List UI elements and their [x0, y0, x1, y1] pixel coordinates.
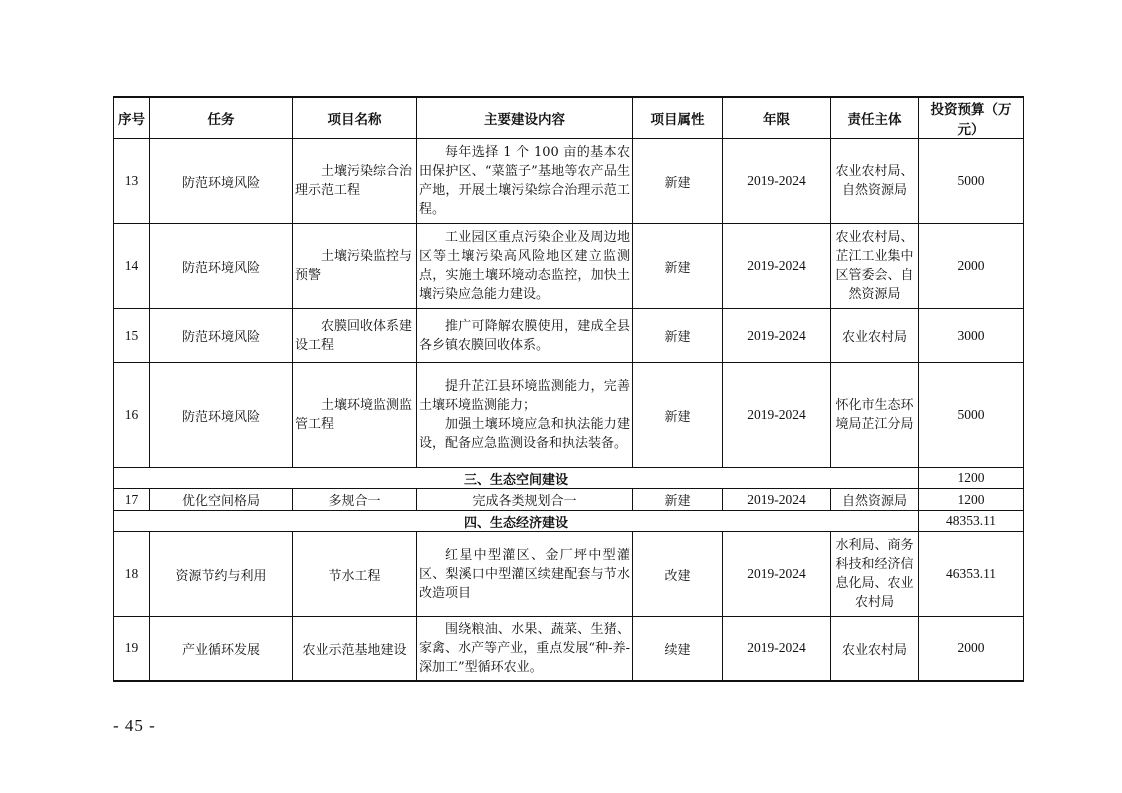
table-row	[114, 363, 1024, 468]
row-budget: 5000	[919, 139, 1024, 224]
row-content: 每年选择 1 个 100 亩的基本农田保护区、“菜篮子”基地等农产品生产地，开展土壤污染综合治理示范工程。	[417, 139, 633, 224]
row-project-name: 节水工程	[293, 532, 417, 617]
header-owner: 责任主体	[831, 97, 919, 139]
row-project-name: 农膜回收体系建设工程	[293, 309, 417, 363]
row-content: 围绕粮油、水果、蔬菜、生猪、家禽、水产等产业，重点发展“种-养-深加工”型循环农业。	[417, 617, 633, 681]
row-attribute: 新建	[633, 309, 723, 363]
table-row	[114, 617, 1024, 681]
section-row	[114, 511, 1024, 532]
table-row	[114, 224, 1024, 309]
table-row	[114, 139, 1024, 224]
row-years: 2019-2024	[723, 309, 831, 363]
header-project-name: 项目名称	[293, 97, 417, 139]
row-attribute: 续建	[633, 617, 723, 681]
header-seq: 序号	[114, 97, 150, 139]
row-budget: 3000	[919, 309, 1024, 363]
row-task: 资源节约与利用	[150, 532, 293, 617]
row-project-name: 土壤污染监控与预警	[293, 224, 417, 309]
section-title: 三、生态空间建设	[114, 468, 919, 489]
row-project-name: 土壤环境监测监管工程	[293, 363, 417, 468]
row-seq: 19	[114, 617, 150, 681]
row-task: 防范环境风险	[150, 224, 293, 309]
row-years: 2019-2024	[723, 224, 831, 309]
row-task: 优化空间格局	[150, 489, 293, 511]
row-years: 2019-2024	[723, 363, 831, 468]
header-attribute: 项目属性	[633, 97, 723, 139]
row-seq: 16	[114, 363, 150, 468]
row-owner: 农业农村局	[831, 309, 919, 363]
row-content-paragraph: 加强土壤环境应急和执法能力建设，配备应急监测设备和执法装备。	[419, 417, 630, 451]
row-years: 2019-2024	[723, 532, 831, 617]
section-title: 四、生态经济建设	[114, 511, 919, 532]
row-attribute: 新建	[633, 363, 723, 468]
header-task: 任务	[150, 97, 293, 139]
row-content-paragraph: 提升芷江县环境监测能力，完善土壤环境监测能力；	[419, 379, 630, 413]
row-content: 工业园区重点污染企业及周边地区等土壤污染高风险地区建立监测点，实施土壤环境动态监控，加快土壤污染应急能力建设。	[417, 224, 633, 309]
row-attribute: 新建	[633, 489, 723, 511]
row-attribute: 改建	[633, 532, 723, 617]
row-owner: 怀化市生态环境局芷江分局	[831, 363, 919, 468]
row-seq: 17	[114, 489, 150, 511]
row-project-name: 农业示范基地建设	[293, 617, 417, 681]
row-content: 红星中型灌区、金厂坪中型灌区、梨溪口中型灌区续建配套与节水改造项目	[417, 532, 633, 617]
row-budget: 2000	[919, 617, 1024, 681]
row-owner: 自然资源局	[831, 489, 919, 511]
row-project-name: 土壤污染综合治理示范工程	[293, 139, 417, 224]
row-years: 2019-2024	[723, 489, 831, 511]
row-budget: 1200	[919, 489, 1024, 511]
section-row	[114, 468, 1024, 489]
page-number: - 45 -	[113, 716, 156, 735]
row-seq: 13	[114, 139, 150, 224]
row-budget: 2000	[919, 224, 1024, 309]
section-budget: 48353.11	[919, 511, 1024, 532]
table-row	[114, 532, 1024, 617]
table-row	[114, 489, 1024, 511]
row-task: 防范环境风险	[150, 363, 293, 468]
row-years: 2019-2024	[723, 617, 831, 681]
project-table	[113, 96, 1024, 682]
table-row	[114, 309, 1024, 363]
table-header-row	[114, 97, 1024, 139]
row-budget: 46353.11	[919, 532, 1024, 617]
row-attribute: 新建	[633, 224, 723, 309]
section-budget: 1200	[919, 468, 1024, 489]
header-budget: 投资预算（万元）	[919, 97, 1024, 139]
row-seq: 15	[114, 309, 150, 363]
row-content: 完成各类规划合一	[417, 489, 633, 511]
row-owner: 农业农村局	[831, 617, 919, 681]
row-owner: 水利局、商务科技和经济信息化局、农业农村局	[831, 532, 919, 617]
row-owner: 农业农村局、自然资源局	[831, 139, 919, 224]
row-seq: 14	[114, 224, 150, 309]
row-task: 防范环境风险	[150, 139, 293, 224]
row-task: 防范环境风险	[150, 309, 293, 363]
header-content: 主要建设内容	[417, 97, 633, 139]
row-attribute: 新建	[633, 139, 723, 224]
row-owner: 农业农村局、芷江工业集中区管委会、自然资源局	[831, 224, 919, 309]
header-years: 年限	[723, 97, 831, 139]
row-project-name: 多规合一	[293, 489, 417, 511]
row-task: 产业循环发展	[150, 617, 293, 681]
row-budget: 5000	[919, 363, 1024, 468]
row-content: 推广可降解农膜使用，建成全县各乡镇农膜回收体系。	[417, 309, 633, 363]
row-years: 2019-2024	[723, 139, 831, 224]
row-seq: 18	[114, 532, 150, 617]
row-content	[417, 363, 633, 468]
